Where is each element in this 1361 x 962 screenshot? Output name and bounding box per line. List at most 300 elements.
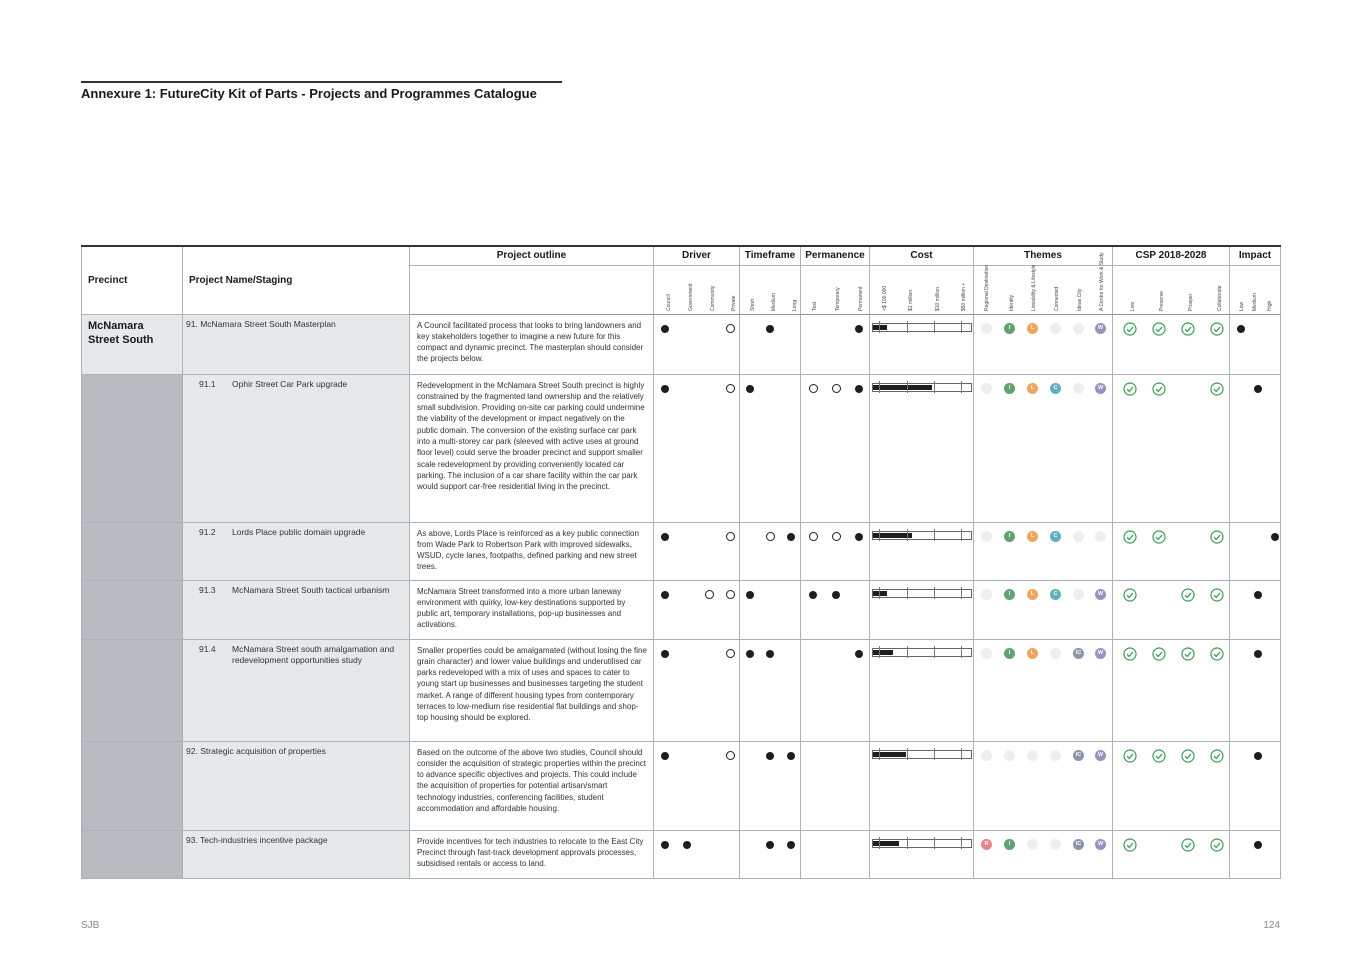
csp-check-icon [1123, 530, 1137, 544]
csp-check-icon [1181, 838, 1195, 852]
theme-ic-badge: IC [1073, 531, 1084, 542]
driver-sublabel [706, 267, 716, 311]
driver-cell [654, 741, 740, 830]
project-title: Ophir Street Car Park upgrade [232, 378, 348, 389]
csp-sublabel [1126, 267, 1136, 311]
cost-sublabel [878, 267, 888, 311]
cost-bar [872, 531, 972, 540]
themes-cell [974, 580, 1113, 639]
cost-bar-fill [873, 841, 899, 846]
permanence-sublabel-text: Test [812, 301, 818, 311]
table-row [82, 639, 1281, 741]
csp-sublabels [1113, 265, 1230, 314]
impact-cell [1230, 580, 1281, 639]
cost-cell [870, 580, 974, 639]
cost-bar-tick [961, 587, 962, 599]
timeframe-cell [740, 374, 801, 522]
driver-sublabel-text: Private [731, 294, 737, 311]
timeframe-sublabel-text: Long [792, 299, 798, 311]
themes-cell [974, 830, 1113, 878]
project-name [186, 379, 406, 390]
cost-bar-tick [879, 646, 880, 658]
theme-c-badge: C [1050, 531, 1061, 542]
theme-w-badge: W [1095, 531, 1106, 542]
theme-w-badge: W [1095, 589, 1106, 600]
page-number: 124 [1263, 920, 1280, 931]
permanence-open-marker [809, 532, 818, 541]
csp-cell [1113, 314, 1230, 374]
cost-bar-tick [934, 587, 935, 599]
permanence-filled-marker [855, 325, 863, 333]
footer-brand: SJB [81, 920, 100, 931]
theme-i-badge: I [1004, 648, 1015, 659]
cost-bar-tick [934, 646, 935, 658]
csp-check-icon [1152, 530, 1166, 544]
header-project-name: Project Name/Staging [183, 246, 410, 314]
cost-bar-tick [907, 381, 908, 393]
permanence-sublabel-text: Permanent [858, 286, 864, 311]
csp-check-icon [1181, 322, 1195, 336]
precinct-band [82, 830, 183, 878]
theme-i-badge: I [1004, 839, 1015, 850]
project-name-cell [183, 374, 410, 522]
permanence-filled-marker [855, 533, 863, 541]
cost-sublabel-text: $1 million [908, 289, 914, 311]
timeframe-cell [740, 314, 801, 374]
themes-sublabel [1095, 251, 1105, 311]
timeframe-filled-marker [766, 841, 774, 849]
cost-bar-tick [907, 748, 908, 760]
timeframe-sublabels [740, 265, 801, 314]
driver-filled-marker [683, 841, 691, 849]
project-number: 91.3 [199, 584, 216, 595]
csp-sublabel-text: Live [1130, 301, 1136, 311]
csp-sublabel [1184, 267, 1194, 311]
theme-ic-badge: IC [1073, 839, 1084, 850]
page-title: Annexure 1: FutureCity Kit of Parts - Projects and Programmes Catalogue [81, 86, 537, 101]
theme-ic-badge: IC [1073, 648, 1084, 659]
theme-ic-badge: IC [1073, 589, 1084, 600]
project-number: 91.2 [199, 526, 216, 537]
driver-filled-marker [661, 591, 669, 599]
themes-cell [974, 374, 1113, 522]
csp-sublabel-text: Prosper [1188, 292, 1194, 311]
permanence-filled-marker [855, 385, 863, 393]
impact-filled-marker [1254, 752, 1262, 760]
impact-cell [1230, 741, 1281, 830]
driver-sublabel [684, 267, 694, 311]
header-csp: CSP 2018-2028 [1113, 246, 1230, 265]
impact-filled-marker [1237, 325, 1245, 333]
theme-w-badge: W [1095, 648, 1106, 659]
theme-r-badge: R [981, 531, 992, 542]
cost-bar [872, 589, 972, 598]
impact-cell [1230, 374, 1281, 522]
cost-bar [872, 323, 972, 332]
timeframe-cell [740, 639, 801, 741]
project-outline: McNamara Street transformed into a more urban laneway environment with quirky, low-key destinations supported by public art, temporary installations, pop-up businesses and activations. [410, 580, 654, 639]
cost-bar-tick [934, 837, 935, 849]
permanence-filled-marker [809, 591, 817, 599]
table-row [82, 830, 1281, 878]
csp-check-icon [1123, 322, 1137, 336]
theme-r-badge: R [981, 648, 992, 659]
header-outline-spacer [410, 265, 654, 314]
driver-sublabel-text: Community [710, 285, 716, 311]
themes-sublabel-text: Regional Destination [984, 264, 990, 311]
driver-sublabel-text: Government [688, 282, 694, 311]
csp-check-icon [1210, 530, 1224, 544]
project-name-cell [183, 639, 410, 741]
permanence-cell [801, 314, 870, 374]
cost-bar-tick [907, 837, 908, 849]
cost-bar [872, 839, 972, 848]
theme-c-badge: C [1050, 839, 1061, 850]
cost-bar-tick [879, 837, 880, 849]
driver-filled-marker [661, 325, 669, 333]
csp-check-icon [1210, 749, 1224, 763]
cost-bar-tick [879, 381, 880, 393]
driver-open-marker [726, 532, 735, 541]
themes-cell [974, 741, 1113, 830]
impact-cell [1230, 314, 1281, 374]
project-number: 92. [186, 745, 198, 756]
impact-filled-marker [1254, 385, 1262, 393]
theme-i-badge: I [1004, 531, 1015, 542]
driver-open-marker [726, 751, 735, 760]
permanence-sublabel [854, 267, 864, 311]
theme-c-badge: C [1050, 589, 1061, 600]
csp-cell [1113, 580, 1230, 639]
table-row [82, 741, 1281, 830]
themes-sublabel-text: A Centre for Work & Study [1099, 251, 1105, 311]
permanence-cell [801, 741, 870, 830]
csp-cell [1113, 374, 1230, 522]
csp-check-icon [1123, 382, 1137, 396]
driver-cell [654, 639, 740, 741]
project-name [186, 527, 406, 538]
driver-open-marker [726, 324, 735, 333]
csp-check-icon [1152, 749, 1166, 763]
csp-check-icon [1123, 838, 1137, 852]
project-title: Lords Place public domain upgrade [232, 526, 366, 537]
cost-bar-tick [879, 748, 880, 760]
permanence-cell [801, 830, 870, 878]
project-number: 91. [186, 318, 198, 329]
csp-cell [1113, 830, 1230, 878]
impact-sublabels [1230, 265, 1281, 314]
theme-r-badge: R [981, 750, 992, 761]
driver-cell [654, 830, 740, 878]
permanence-sublabel [808, 267, 818, 311]
timeframe-sublabel-text: Short [750, 298, 756, 311]
permanence-cell [801, 522, 870, 580]
csp-check-icon [1210, 322, 1224, 336]
csp-sublabel [1155, 267, 1165, 311]
cost-bar-tick [879, 529, 880, 541]
cost-sublabel-text: <$ 100,000 [882, 285, 888, 311]
project-outline: As above, Lords Place is reinforced as a key public connection from Wade Park to Robertson Park with improved sidewalks, WSUD, cycle lanes, footpaths, defined parking and new street trees. [410, 522, 654, 580]
cost-sublabels [870, 265, 974, 314]
cost-cell [870, 374, 974, 522]
theme-i-badge: I [1004, 383, 1015, 394]
precinct-band [82, 639, 183, 741]
timeframe-filled-marker [766, 650, 774, 658]
themes-sublabel [1027, 264, 1037, 311]
cost-bar-tick [934, 529, 935, 541]
cost-bar-tick [961, 837, 962, 849]
themes-sublabel [1005, 267, 1015, 311]
cost-cell [870, 522, 974, 580]
impact-filled-marker [1254, 841, 1262, 849]
csp-check-icon [1210, 838, 1224, 852]
precinct-band [82, 522, 183, 580]
csp-check-icon [1210, 588, 1224, 602]
timeframe-filled-marker [766, 325, 774, 333]
impact-sublabel-text: Low [1239, 301, 1245, 311]
title-rule [81, 81, 562, 83]
theme-l-badge: L [1027, 383, 1038, 394]
table-row [82, 314, 1281, 374]
header-cost: Cost [870, 246, 974, 265]
driver-filled-marker [661, 752, 669, 760]
theme-r-badge: R [981, 839, 992, 850]
permanence-filled-marker [855, 650, 863, 658]
permanence-cell [801, 580, 870, 639]
themes-sublabel-text: Connected [1054, 286, 1060, 311]
impact-filled-marker [1254, 591, 1262, 599]
cost-bar-tick [934, 381, 935, 393]
precinct-name: McNamara Street South [82, 314, 183, 374]
theme-l-badge: L [1027, 323, 1038, 334]
timeframe-filled-marker [787, 533, 795, 541]
project-name-cell [183, 522, 410, 580]
timeframe-cell [740, 580, 801, 639]
impact-sublabel [1263, 267, 1273, 311]
csp-check-icon [1152, 647, 1166, 661]
theme-w-badge: W [1095, 839, 1106, 850]
precinct-band [82, 741, 183, 830]
csp-check-icon [1123, 749, 1137, 763]
driver-open-marker [705, 590, 714, 599]
cost-bar-tick [961, 529, 962, 541]
project-name [186, 585, 406, 596]
csp-check-icon [1152, 322, 1166, 336]
themes-sublabel-text: Identity [1009, 294, 1015, 311]
cost-cell [870, 639, 974, 741]
timeframe-filled-marker [746, 385, 754, 393]
csp-check-icon [1181, 749, 1195, 763]
project-title: Strategic acquisition of properties [200, 745, 326, 756]
project-outline: A Council facilitated process that looks to bring landowners and key stakeholders together to imagine a new future for this compact and dynamic precinct. The masterplan should consider the projects below. [410, 314, 654, 374]
cost-bar-fill [873, 385, 932, 390]
theme-l-badge: L [1027, 531, 1038, 542]
cost-bar-tick [961, 646, 962, 658]
cost-bar-fill [873, 650, 893, 655]
header-themes: Themes [974, 246, 1113, 265]
impact-sublabel-text: Medium [1252, 292, 1258, 311]
project-number: 91.1 [199, 378, 216, 389]
cost-bar-tick [907, 646, 908, 658]
csp-check-icon [1152, 382, 1166, 396]
theme-w-badge: W [1095, 383, 1106, 394]
theme-i-badge: I [1004, 589, 1015, 600]
theme-l-badge: L [1027, 589, 1038, 600]
driver-filled-marker [661, 533, 669, 541]
header-impact: Impact [1230, 246, 1281, 265]
csp-check-icon [1210, 382, 1224, 396]
cost-bar [872, 383, 972, 392]
cost-bar-tick [961, 381, 962, 393]
theme-i-badge: I [1004, 750, 1015, 761]
driver-open-marker [726, 649, 735, 658]
driver-sublabel-text: Council [666, 293, 672, 311]
timeframe-cell [740, 830, 801, 878]
cost-bar-tick [934, 321, 935, 333]
project-name-cell [183, 830, 410, 878]
cost-bar-tick [934, 748, 935, 760]
csp-check-icon [1181, 647, 1195, 661]
project-number: 93. [186, 834, 198, 845]
permanence-sublabel-text: Temporary [835, 286, 841, 311]
timeframe-cell [740, 741, 801, 830]
themes-cell [974, 639, 1113, 741]
project-name-cell [183, 314, 410, 374]
timeframe-open-marker [766, 532, 775, 541]
csp-check-icon [1123, 588, 1137, 602]
themes-cell [974, 314, 1113, 374]
theme-r-badge: R [981, 383, 992, 394]
theme-w-badge: W [1095, 750, 1106, 761]
impact-filled-marker [1271, 533, 1279, 541]
cost-bar-tick [961, 321, 962, 333]
cost-sublabel-text: $10 million [935, 286, 941, 311]
permanence-sublabels [801, 265, 870, 314]
project-name-cell [183, 741, 410, 830]
cost-bar-tick [907, 587, 908, 599]
cost-cell [870, 741, 974, 830]
themes-sublabel [980, 264, 990, 311]
table-row [82, 580, 1281, 639]
impact-cell [1230, 639, 1281, 741]
driver-cell [654, 314, 740, 374]
header-precinct: Precinct [82, 246, 183, 314]
theme-w-badge: W [1095, 323, 1106, 334]
timeframe-filled-marker [787, 752, 795, 760]
project-number: 91.4 [199, 643, 216, 654]
permanence-open-marker [832, 532, 841, 541]
header-driver: Driver [654, 246, 740, 265]
header-project-outline: Project outline [410, 246, 654, 265]
cost-bar-tick [879, 587, 880, 599]
driver-open-marker [726, 384, 735, 393]
theme-i-badge: I [1004, 323, 1015, 334]
table-row [82, 522, 1281, 580]
cost-bar-fill [873, 752, 906, 757]
projects-catalogue-table [81, 245, 1281, 879]
timeframe-sublabel [788, 267, 798, 311]
themes-cell [974, 522, 1113, 580]
project-outline: Based on the outcome of the above two studies, Council should consider the acquisition of strategic properties within the precinct to advance specific objectives and projects. This could include the acquisition of properties for potential artisan/smart technology industries, conferencing facilities, student accommodation and affordable housing. [410, 741, 654, 830]
impact-sublabel [1248, 267, 1258, 311]
permanence-cell [801, 639, 870, 741]
theme-ic-badge: IC [1073, 323, 1084, 334]
cost-bar-tick [879, 321, 880, 333]
theme-l-badge: L [1027, 648, 1038, 659]
timeframe-sublabel [746, 267, 756, 311]
cost-sublabel [931, 267, 941, 311]
table-row [82, 374, 1281, 522]
cost-cell [870, 830, 974, 878]
driver-cell [654, 580, 740, 639]
project-outline: Redevelopment in the McNamara Street South precinct is highly constrained by the fragmented land ownership and the relatively small subdivision. Providing on-site car parking could undermine the viability of the development or impact negatively on the public domain. The conversion of the existing surface car park into a multi-storey car park (sleeved with active uses at ground floor level) could serve the broader precinct and support smaller scale redevelopment by providing conveniently located car parking. The inclusion of a car share facility within the car park would support car-free residential living in the precinct. [410, 374, 654, 522]
project-title: McNamara Street South tactical urbanism [232, 584, 390, 595]
timeframe-sublabel-text: Medium [771, 292, 777, 311]
csp-cell [1113, 741, 1230, 830]
csp-sublabel [1213, 267, 1223, 311]
driver-filled-marker [661, 650, 669, 658]
impact-sublabel-text: High [1267, 300, 1273, 311]
csp-sublabel-text: Preserve [1159, 290, 1165, 311]
project-outline: Provide incentives for tech industries to relocate to the East City Precinct through fast-track development approvals processes, subsidised rentals or access to land. [410, 830, 654, 878]
theme-c-badge: C [1050, 323, 1061, 334]
cost-cell [870, 314, 974, 374]
theme-l-badge: L [1027, 839, 1038, 850]
theme-ic-badge: IC [1073, 750, 1084, 761]
theme-ic-badge: IC [1073, 383, 1084, 394]
project-title: Tech-industries incentive package [200, 834, 328, 845]
cost-bar-tick [907, 529, 908, 541]
theme-c-badge: C [1050, 383, 1061, 394]
cost-bar-tick [961, 748, 962, 760]
driver-filled-marker [661, 385, 669, 393]
driver-open-marker [726, 590, 735, 599]
themes-sublabel-text: Liveability & Lifestyle [1031, 264, 1037, 311]
cost-bar [872, 648, 972, 657]
driver-sublabel [662, 267, 672, 311]
theme-l-badge: L [1027, 750, 1038, 761]
project-name [186, 644, 406, 666]
driver-cell [654, 522, 740, 580]
cost-bar [872, 750, 972, 759]
theme-r-badge: R [981, 589, 992, 600]
project-title: McNamara Street south amalgamation and redevelopment opportunities study [232, 643, 395, 665]
permanence-open-marker [809, 384, 818, 393]
timeframe-filled-marker [787, 841, 795, 849]
timeframe-filled-marker [766, 752, 774, 760]
timeframe-cell [740, 522, 801, 580]
csp-check-icon [1123, 647, 1137, 661]
project-title: McNamara Street South Masterplan [200, 318, 336, 329]
driver-filled-marker [661, 841, 669, 849]
timeframe-sublabel [767, 267, 777, 311]
permanence-sublabel [831, 267, 841, 311]
csp-check-icon [1210, 647, 1224, 661]
themes-sublabel [1050, 267, 1060, 311]
csp-sublabel-text: Collaborate [1217, 284, 1223, 311]
precinct-band [82, 374, 183, 522]
timeframe-filled-marker [746, 650, 754, 658]
cost-sublabel [957, 267, 967, 311]
timeframe-filled-marker [746, 591, 754, 599]
themes-sublabel [1073, 267, 1083, 311]
csp-check-icon [1181, 588, 1195, 602]
cost-sublabel [904, 267, 914, 311]
impact-filled-marker [1254, 650, 1262, 658]
precinct-band [82, 580, 183, 639]
permanence-cell [801, 374, 870, 522]
csp-cell [1113, 522, 1230, 580]
